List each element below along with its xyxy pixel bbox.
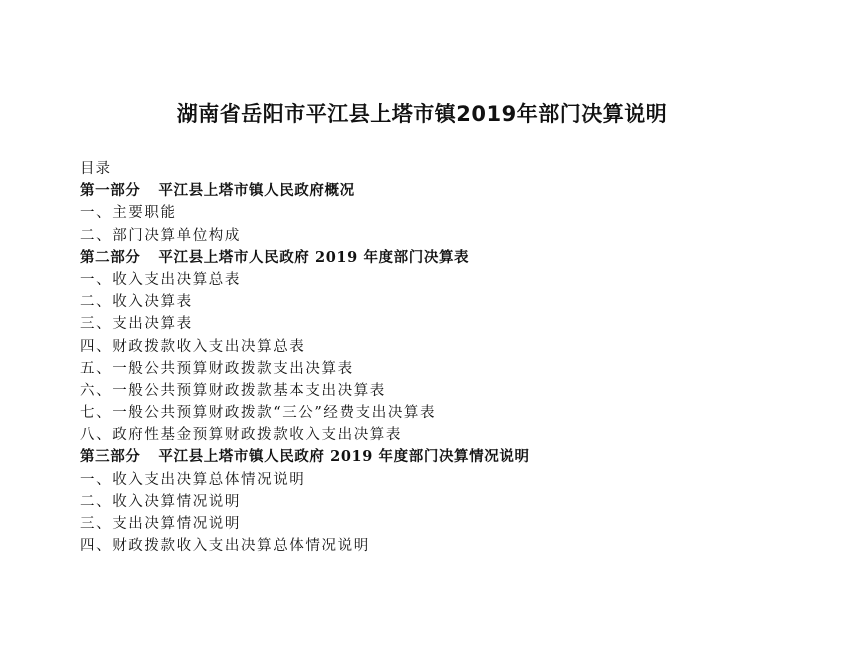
toc-part-3-label: 第三部分 — [80, 448, 141, 466]
toc-part-2-label: 第二部分 — [80, 248, 141, 266]
toc-part-2-title: 平江县上塔市人民政府 2019 年度部门决算表 — [158, 248, 470, 266]
toc-item: 八、政府性基金预算财政拨款收入支出决算表 — [80, 427, 402, 444]
toc-item: 一、主要职能 — [80, 205, 177, 222]
toc-item: 七、一般公共预算财政拨款“三公”经费支出决算表 — [80, 405, 437, 422]
toc-item: 一、收入支出决算总表 — [80, 271, 241, 288]
toc-item: 五、一般公共预算财政拨款支出决算表 — [80, 360, 354, 377]
toc-part-2 — [80, 247, 800, 269]
toc-item: 一、收入支出决算总体情况说明 — [80, 471, 306, 488]
toc-item: 二、收入决算表 — [80, 294, 193, 311]
toc-item: 六、一般公共预算财政拨款基本支出决算表 — [80, 382, 386, 399]
document-title: 湖南省岳阳市平江县上塔市镇2019年部门决算说明 — [176, 102, 668, 126]
toc-part-1 — [80, 180, 800, 202]
toc-part-1-title: 平江县上塔市镇人民政府概况 — [158, 182, 355, 200]
toc-item: 四、财政拨款收入支出决算总体情况说明 — [80, 538, 370, 555]
table-of-contents — [80, 158, 800, 557]
toc-part-3 — [80, 446, 800, 468]
toc-item: 三、支出决算表 — [80, 316, 193, 333]
toc-item: 二、收入决算情况说明 — [80, 493, 241, 510]
toc-item: 四、财政拨款收入支出决算总表 — [80, 338, 306, 355]
toc-part-3-title: 平江县上塔市镇人民政府 2019 年度部门决算情况说明 — [158, 448, 530, 466]
toc-part-1-label: 第一部分 — [80, 182, 141, 200]
toc-item: 三、支出决算情况说明 — [80, 516, 241, 532]
toc-heading: 目录 — [80, 161, 111, 177]
toc-item: 二、部门决算单位构成 — [80, 227, 241, 244]
